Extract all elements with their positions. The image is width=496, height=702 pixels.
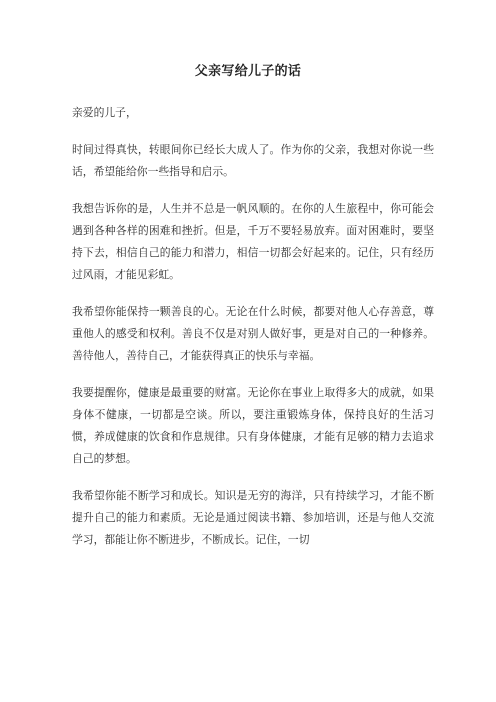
salutation: 亲爱的儿子， (72, 106, 137, 119)
paragraph-3: 我希望你能保持一颗善良的心。无论在什么时候，都要对他人心存善意，尊重他人的感受和权利。善良不仅是对别人做好事，更是对自己的一种修养。善待他人，善待自己，才能获得真正的快乐与幸福。 (72, 305, 434, 362)
document-title: 父亲写给儿子的话 (194, 64, 302, 79)
paragraph-2: 我想告诉你的是，人生并不总是一帆风顺的。在你的人生旅程中，你可能会遇到各种各样的困难和挫折。但是，千万不要轻易放弃。面对困难时，要坚持下去，相信自己的能力和潜力，相信一切都会好起来的。记住，只有经历过风雨，才能见彩虹。 (72, 202, 434, 281)
paragraph-5: 我希望你能不断学习和成长。知识是无穷的海洋，只有持续学习，才能不断提升自己的能力和素质。无论是通过阅读书籍、参加培训，还是与他人交流学习，都能让你不断进步，不断成长。记住，一切 (72, 489, 434, 546)
paragraph-1: 时间过得真快，转眼间你已经长大成人了。作为你的父亲，我想对你说一些话，希望能给你一些指导和启示。 (72, 143, 434, 178)
paragraph-4: 我要提醒你，健康是最重要的财富。无论你在事业上取得多大的成就，如果身体不健康，一切都是空谈。所以，要注重锻炼身体，保持良好的生活习惯，养成健康的饮食和作息规律。只有身体健康，才能有足够的精力去追求自己的梦想。 (72, 386, 434, 465)
